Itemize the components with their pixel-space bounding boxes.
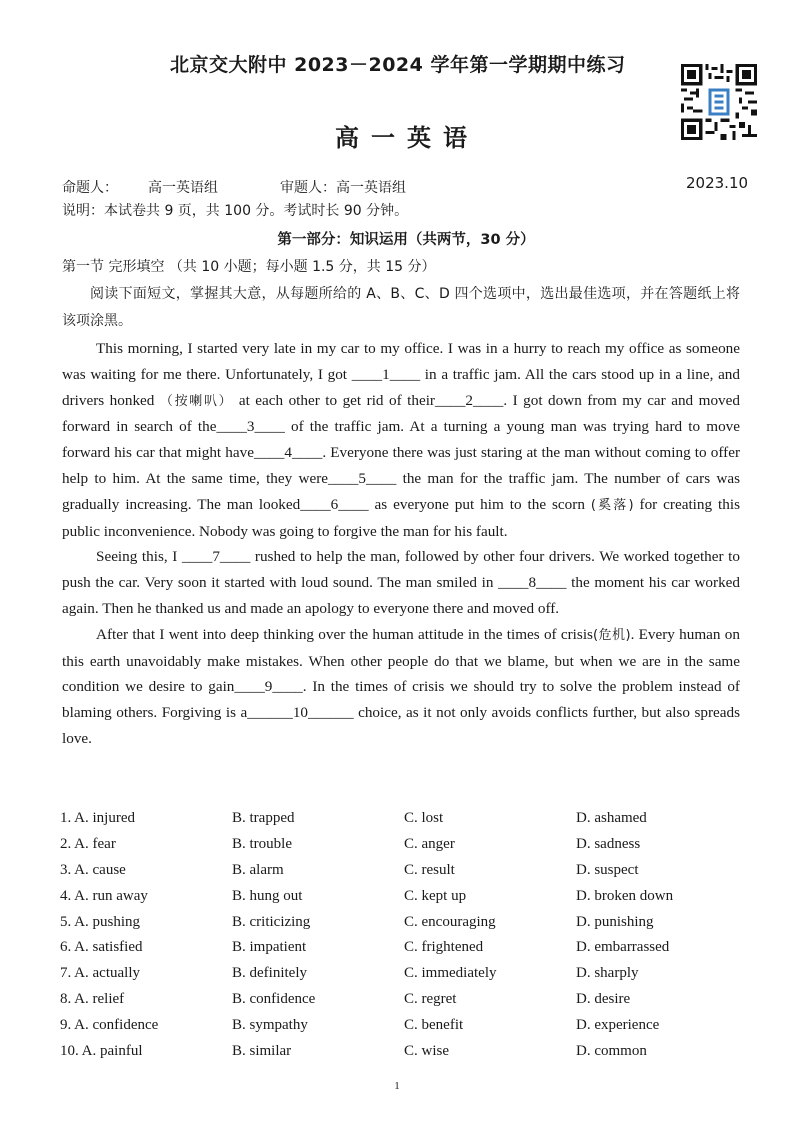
blank-3: ____3____ [216,418,285,436]
blank-6: ____6____ [300,495,369,513]
blank-7: ____7____ [181,548,251,566]
option-c: C. wise [404,1043,449,1060]
option-row-4 [60,888,750,914]
option-row-8 [60,991,750,1017]
exam-title: 北京交大附中 2023－2024 学年第一学期期中练习 [170,54,626,76]
option-a: 7. A. actually [60,965,140,982]
part-heading: 第一部分：知识运用（共两节，30 分） [277,232,535,248]
option-b: B. hung out [232,887,303,904]
option-b: B. criticizing [232,913,311,930]
option-a: 4. A. run away [60,887,148,904]
option-a: 6. A. satisfied [60,939,143,956]
option-b: B. confidence [232,991,316,1008]
option-c: C. frightened [404,939,484,956]
option-a: 10. A. painful [60,1043,143,1060]
passage-paragraph-1: This morning, I started very late in my car to my office. I was in a hurry to reach my office as someone was waiting for me there. Unfortunately, I got ____1____ in a traffic jam. All the cars stood up in a line, and drivers honked （按喇叭） at each other to get rid of their____2____. I got down from my car and moved forward in search of the____3____ of the traffic jam. At a turning a young man was trying hard to move forward his car that might have____4____. Everyone there was just staring at the man without coming to offer help to him. At the same time, they were____5____ the man for the traffic jam. The number of cars was gradually increasing. The man looked____6____ as everyone put him to the scorn (奚落) for creating this public inconvenience. Nobody was going to forgive the man for his fault. [62,340,741,540]
option-d: D. suspect [576,861,639,878]
gloss-honk: （按喇叭） [159,393,234,409]
blank-1: ____1____ [351,365,421,383]
option-d: D. sadness [576,835,641,852]
option-row-9 [60,1017,750,1043]
option-row-3 [60,862,750,888]
option-d: D. common [576,1043,647,1060]
answer-options [60,810,750,1069]
exam-note: 说明：本试卷共 9 页，共 100 分。考试时长 90 分钟。 [62,203,409,219]
blank-10: ______10______ [247,704,354,722]
gloss-crisis: (危机) [592,627,631,643]
option-b: B. definitely [232,965,307,982]
gloss-scorn: (奚落) [590,497,634,513]
option-c: C. encouraging [404,913,496,930]
option-a: 5. A. pushing [60,913,141,930]
cloze-passage [62,336,740,752]
option-d: D. desire [576,991,631,1008]
option-row-7 [60,965,750,991]
option-c: C. anger [404,835,455,852]
passage-paragraph-3: After that I went into deep thinking over the human attitude in the times of crisis(危机). Every human on this earth unavoidably make mistakes. When other people do that we blame, but when we are in the same condition we desire to gain____9____. In the times of crisis we should try to solve the problem instead of blaming others. Forgiving is a______10______ choice, as it not only avoids conflicts further, but also spreads love. [62,625,740,747]
blank-4: ____4____ [253,444,323,462]
option-d: D. embarrassed [576,939,670,956]
section-heading: 第一节 完形填空 （共 10 小题；每小题 1.5 分，共 15 分） [62,259,436,275]
subject-heading: 高一英语 [335,123,479,152]
instruction-text: 阅读下面短文，掌握其大意，从每题所给的 A、B、C、D 四个选项中，选出最佳选项，并在答题纸上将该项涂黑。 [62,286,740,329]
option-b: B. trapped [232,810,295,826]
option-a: 1. A. injured [60,810,135,826]
option-c: C. result [404,861,455,878]
option-row-10 [60,1043,750,1069]
option-d: D. broken down [576,887,674,904]
option-d: D. ashamed [576,810,647,826]
option-a: 8. A. relief [60,991,125,1008]
option-a: 2. A. fear [60,835,116,852]
page-number: 1 [394,1080,400,1092]
option-c: C. lost [404,810,444,826]
option-row-6 [60,939,750,965]
option-b: B. sympathy [232,1017,308,1034]
option-a: 3. A. cause [60,861,126,878]
setter-name: 高一英语组 [148,180,218,196]
blank-5: ____5____ [328,469,397,487]
option-d: D. punishing [576,913,654,930]
option-d: D. sharply [576,965,639,982]
option-d: D. experience [576,1017,660,1034]
option-b: B. similar [232,1043,292,1060]
reviewer-name: 高一英语组 [336,180,406,196]
option-row-2 [60,836,750,862]
option-c: C. regret [404,991,457,1008]
passage-paragraph-2: Seeing this, I ____7____ rushed to help the man, followed by other four drivers. We worked together to push the car. Very soon it started with loud sound. The man smiled in ____8____ the moment his car worked again. Then he thanked us and made an apology to everyone there and moved off. [62,548,740,617]
setter-label: 命题人： [62,180,118,196]
blank-8: ____8____ [498,574,567,592]
reviewer-label: 审题人： [280,180,336,196]
option-b: B. impatient [232,939,307,956]
blank-9: ____9____ [234,678,303,696]
exam-meta [62,177,406,197]
option-c: C. immediately [404,965,497,982]
blank-2: ____2____ [434,391,504,409]
option-b: B. trouble [232,835,292,852]
option-row-1 [60,810,750,836]
exam-date: 2023.10 [686,174,749,192]
option-c: C. benefit [404,1017,464,1034]
option-c: C. kept up [404,887,467,904]
option-row-5 [60,914,750,940]
option-b: B. alarm [232,861,284,878]
option-a: 9. A. confidence [60,1017,159,1034]
